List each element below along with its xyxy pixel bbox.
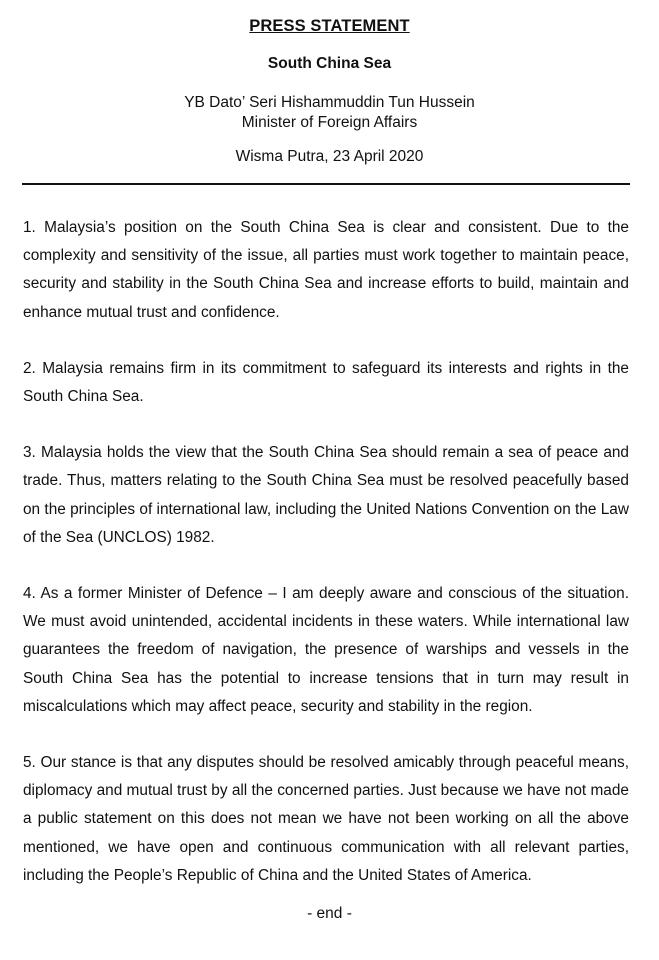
paragraph-4: 4. As a former Minister of Defence – I am deeply aware and conscious of the situation. We must avoid unintended, accidental incidents in these waters. While international law guarantees the freedom of navigation, the presence of warships and vessels in the South China Sea has the potential to increase tensions that in turn may result in miscalculations which may affect peace, security and stability in the region. <box>23 585 629 715</box>
paragraph-3: 3. Malaysia holds the view that the South China Sea should remain a sea of peace and trade. Thus, matters relating to the South China Sea must be resolved peacefully based on the principles of international law, including the United Nations Convention on the Law of the Sea (UNCLOS) 1982. <box>23 444 629 546</box>
document-subject: South China Sea <box>267 55 392 72</box>
document-title: PRESS STATEMENT <box>249 17 410 35</box>
paragraph-5: 5. Our stance is that any disputes should be resolved amicably through peaceful means, diplomacy and mutual trust by all the concerned parties. Just because we have not made a public statement on this does not mean we have not been working on all the above mentioned, we have open and continuous communication with all relevant parties, including the People’s Republic of China and the United States of America. <box>23 754 629 884</box>
header-divider <box>22 183 630 185</box>
speaker-role: Minister of Foreign Affairs <box>241 114 418 131</box>
paragraph-1: 1. Malaysia’s position on the South China Sea is clear and consistent. Due to the complexity and sensitivity of the issue, all parties must work together to maintain peace, security and stability in the South China Sea and increase efforts to build, maintain and enhance mutual trust and confidence. <box>23 219 629 321</box>
dateline: Wisma Putra, 23 April 2020 <box>235 148 424 165</box>
speaker-name: YB Dato’ Seri Hishammuddin Tun Hussein <box>184 94 475 111</box>
paragraph-2: 2. Malaysia remains firm in its commitment to safeguard its interests and rights in the South China Sea. <box>23 359 629 406</box>
end-marker: - end - <box>307 905 352 922</box>
statement-body <box>23 214 629 918</box>
speaker-block <box>0 93 659 133</box>
